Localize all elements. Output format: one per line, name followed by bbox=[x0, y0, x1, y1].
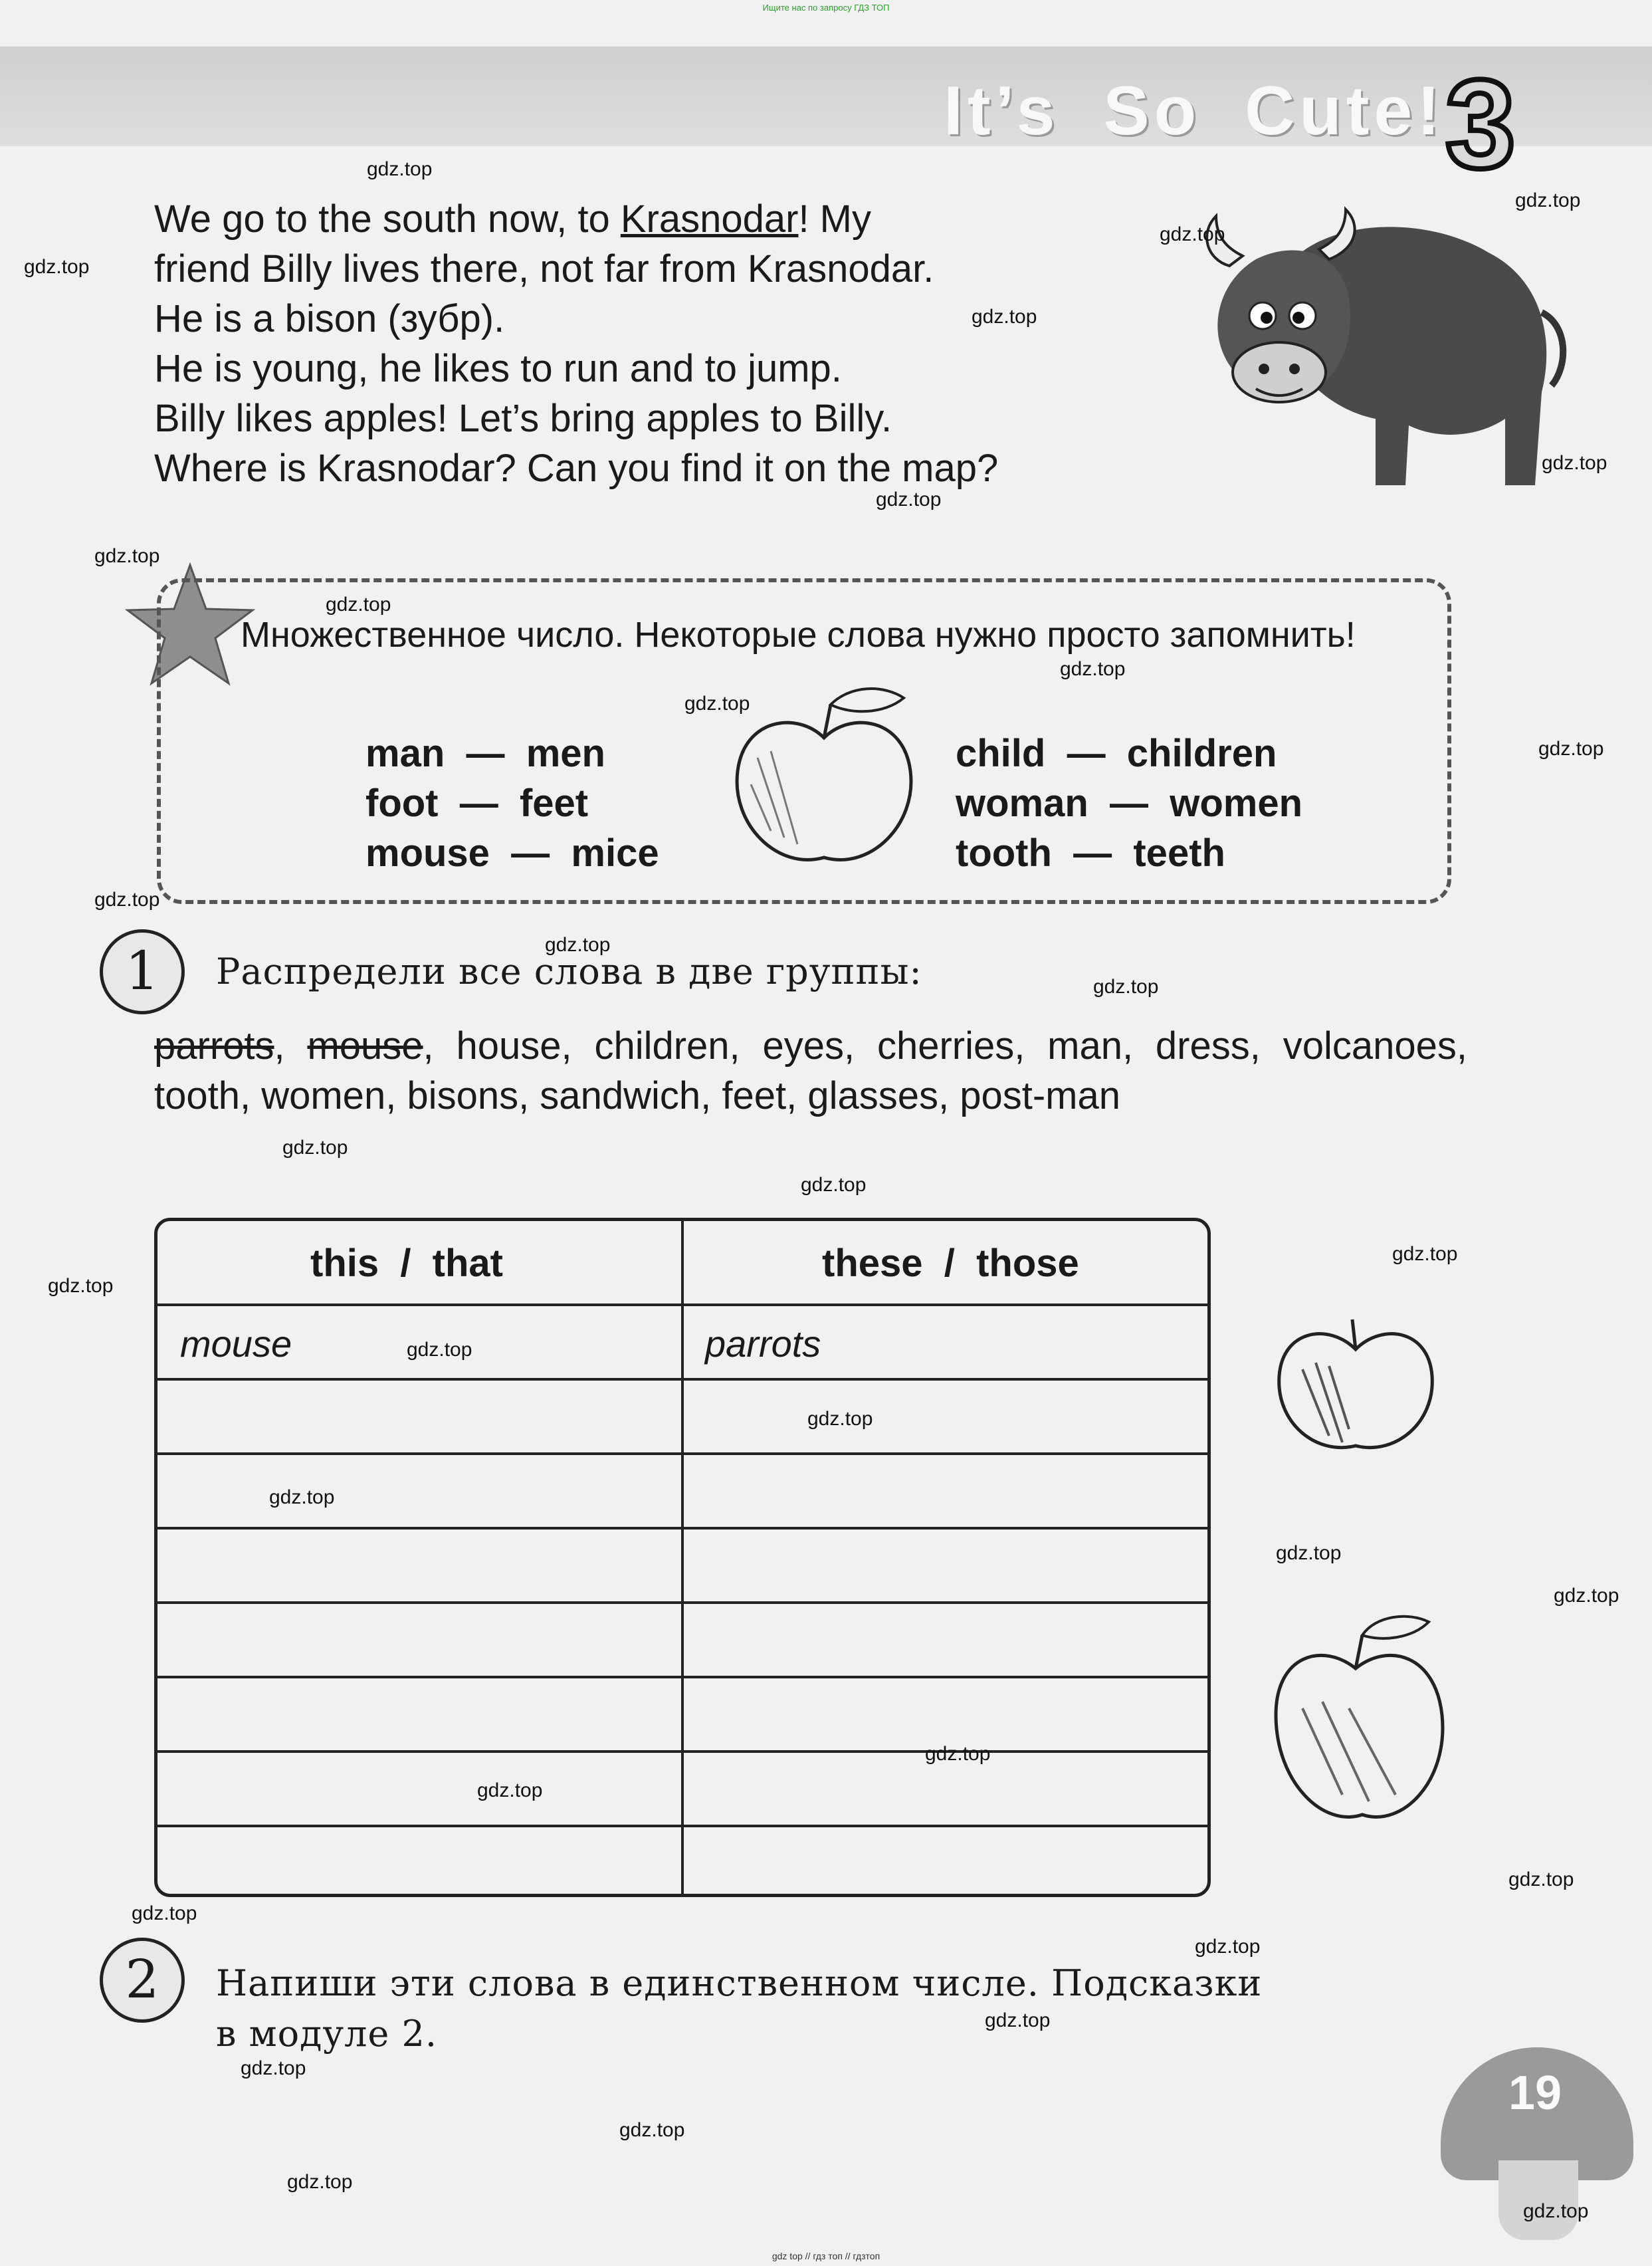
watermark: gdz.top bbox=[132, 1902, 197, 1924]
watermark: gdz.top bbox=[545, 934, 611, 956]
header-these-those: these / those bbox=[822, 1242, 1079, 1285]
pair-woman-women: woman — women bbox=[956, 782, 1303, 825]
watermark: gdz.top bbox=[876, 489, 942, 510]
page-number: 19 bbox=[1508, 2067, 1562, 2120]
watermark: gdz.top bbox=[985, 2009, 1051, 2031]
table-row bbox=[157, 1378, 1207, 1381]
sorting-table bbox=[154, 1218, 1211, 1897]
watermark: gdz.top bbox=[972, 306, 1037, 328]
word-list: house, children, eyes, cherries, man, dress, volcanoes, tooth, women, bisons, sandwich, feet, glasses, post-man bbox=[154, 1024, 1467, 1117]
watermark: gdz.top bbox=[1542, 452, 1607, 474]
pair-tooth-teeth: tooth — teeth bbox=[956, 832, 1225, 875]
pair-mouse-mice: mouse — mice bbox=[365, 832, 659, 875]
watermark: gdz.top bbox=[1523, 2200, 1589, 2222]
watermark: gdz.top bbox=[94, 889, 160, 911]
watermark: gdz.top bbox=[1508, 1869, 1574, 1890]
watermark: gdz.top bbox=[1392, 1243, 1458, 1265]
table-row bbox=[157, 1303, 1207, 1306]
watermark: gdz.top bbox=[269, 1486, 335, 1508]
watermark: gdz.top bbox=[807, 1408, 873, 1430]
intro-line-1: We go to the south now, to Krasnodar! My bbox=[154, 197, 871, 241]
cell-parrots: parrots bbox=[705, 1323, 821, 1365]
task-1-number: 1 bbox=[100, 929, 185, 1014]
apple-icon bbox=[1263, 1609, 1462, 1848]
table-divider bbox=[681, 1221, 684, 1894]
crossed-word: parrots bbox=[154, 1024, 274, 1068]
rule-text: Множественное число. Некоторые слова нужно просто запомнить! bbox=[241, 615, 1356, 655]
watermark: gdz.top bbox=[684, 693, 750, 715]
watermark: gdz.top bbox=[477, 1779, 543, 1801]
pair-child-children: child — children bbox=[956, 732, 1277, 775]
task-2-number: 2 bbox=[100, 1938, 185, 2023]
table-row bbox=[157, 1601, 1207, 1604]
watermark: gdz.top bbox=[1554, 1585, 1619, 1607]
watermark: gdz.top bbox=[1538, 738, 1604, 760]
table-row bbox=[157, 1825, 1207, 1827]
cell-mouse: mouse bbox=[180, 1323, 292, 1365]
intro-text bbox=[154, 194, 1118, 493]
watermark: gdz.top bbox=[48, 1275, 114, 1297]
table-row bbox=[157, 1452, 1207, 1455]
intro-line: He is a bison (зубр). bbox=[154, 297, 505, 340]
watermark: gdz.top bbox=[282, 1137, 348, 1159]
module-title: It’s So Cute! bbox=[944, 72, 1445, 150]
watermark: gdz.top bbox=[619, 2119, 685, 2141]
crossed-word: mouse bbox=[307, 1024, 423, 1068]
apple-icon bbox=[724, 678, 924, 877]
watermark: gdz.top bbox=[1093, 976, 1159, 998]
task-1-word-list: parrots, mouse, house, children, eyes, cherries, man, dress, volcanoes, tooth, women, bisons, sandwich, feet, glasses, post-man bbox=[154, 1024, 1467, 1117]
watermark: gdz.top bbox=[287, 2171, 353, 2193]
krasnodar-link: Krasnodar bbox=[620, 197, 799, 241]
intro-line: friend Billy lives there, not far from Krasnodar. bbox=[154, 247, 934, 290]
watermark: gdz.top bbox=[24, 256, 90, 278]
watermark: gdz.top bbox=[1276, 1542, 1342, 1564]
pair-foot-feet: foot — feet bbox=[365, 782, 589, 825]
module-number: 3 bbox=[1445, 54, 1516, 195]
watermark: gdz.top bbox=[94, 545, 160, 567]
apple-icon bbox=[1263, 1303, 1449, 1462]
task-2-line-2: в модуле 2. bbox=[216, 2013, 438, 2055]
watermark: gdz.top bbox=[241, 2057, 306, 2079]
watermark: gdz.top bbox=[801, 1174, 867, 1196]
table-row bbox=[157, 1527, 1207, 1530]
watermark: gdz.top bbox=[1060, 658, 1126, 680]
intro-line: Where is Krasnodar? Can you find it on the map? bbox=[154, 447, 999, 490]
task-2-line-1: Напиши эти слова в единственном числе. Подсказки bbox=[216, 1962, 1263, 2004]
watermark: gdz.top bbox=[1515, 189, 1581, 211]
task-1-instruction: Распредели все слова в две группы: bbox=[216, 951, 922, 992]
watermark: gdz.top bbox=[1160, 223, 1225, 245]
header-this-that: this / that bbox=[310, 1242, 503, 1285]
intro-line: Billy likes apples! Let’s bring apples to Billy. bbox=[154, 397, 892, 440]
intro-line: He is young, he likes to run and to jump. bbox=[154, 347, 842, 390]
watermark: gdz.top bbox=[326, 594, 391, 616]
pair-man-men: man — men bbox=[365, 732, 605, 775]
bottom-link[interactable]: gdz top // гдз топ // гдзтоп bbox=[772, 2251, 880, 2261]
watermark: gdz.top bbox=[1195, 1936, 1261, 1958]
watermark: gdz.top bbox=[367, 158, 433, 180]
watermark: gdz.top bbox=[407, 1339, 472, 1361]
watermark: gdz.top bbox=[925, 1743, 991, 1765]
top-link[interactable]: Ищите нас по запросу ГДЗ ТОП bbox=[762, 3, 890, 13]
table-row bbox=[157, 1750, 1207, 1753]
table-row bbox=[157, 1676, 1207, 1678]
